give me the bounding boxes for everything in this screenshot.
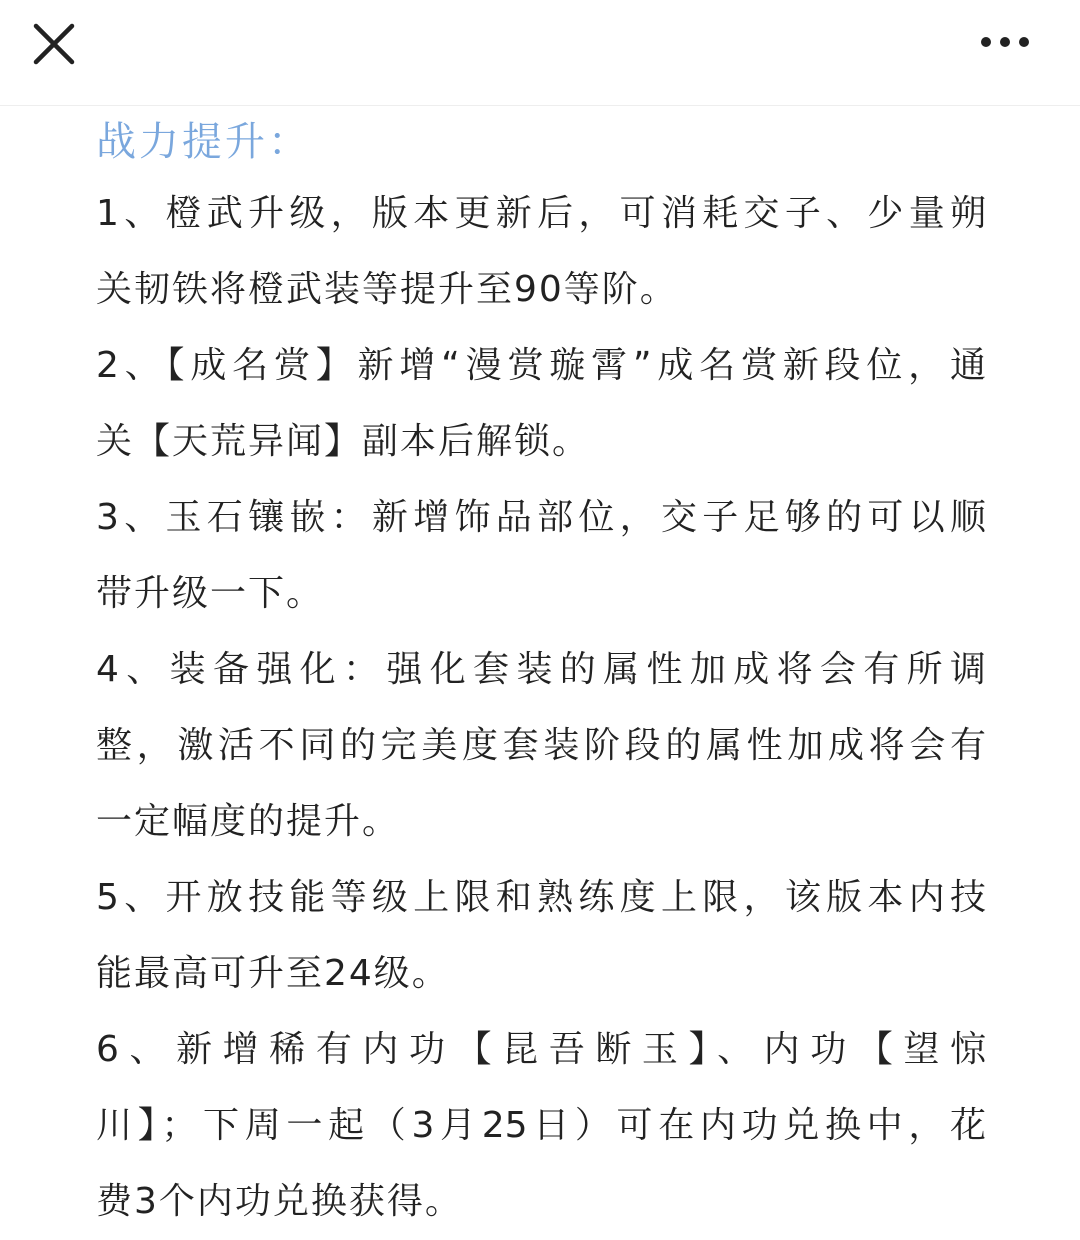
close-button[interactable] [24, 14, 84, 74]
text-line: 3、玉石镶嵌：新增饰品部位，交子足够的可以顺 [96, 497, 986, 538]
top-bar [0, 0, 1080, 106]
text-line: 关韧铁将橙武装等提升至90等阶。 [96, 269, 678, 310]
text-line: 能最高可升至24级。 [96, 953, 450, 994]
text-line: 费3个内功兑换获得。 [96, 1181, 463, 1222]
text-line: 带升级一下。 [96, 573, 325, 614]
close-icon [24, 14, 84, 74]
text-line: 整，激活不同的完美度套装阶段的属性加成将会有 [96, 725, 986, 766]
text-line: 关【天荒异闻】副本后解锁。 [96, 421, 591, 462]
article-body [96, 106, 986, 1240]
text-line: 5、开放技能等级上限和熟练度上限，该版本内技 [96, 877, 986, 918]
section-title: 战力提升： [96, 119, 311, 165]
text-line: 1、橙武升级，版本更新后，可消耗交子、少量朔 [96, 193, 986, 234]
text-line: 一定幅度的提升。 [96, 801, 401, 842]
text-line: 川】；下周一起（3月25日）可在内功兑换中，花 [96, 1105, 986, 1146]
text-line: 4、装备强化：强化套装的属性加成将会有所调 [96, 649, 986, 690]
text-line: 2、【成名赏】新增“漫赏璇霄”成名赏新段位，通 [96, 345, 986, 386]
more-icon [970, 18, 1040, 68]
text-line: 6、新增稀有内功【昆吾断玉】、内功【望惊 [96, 1029, 986, 1070]
more-button[interactable] [970, 18, 1040, 68]
